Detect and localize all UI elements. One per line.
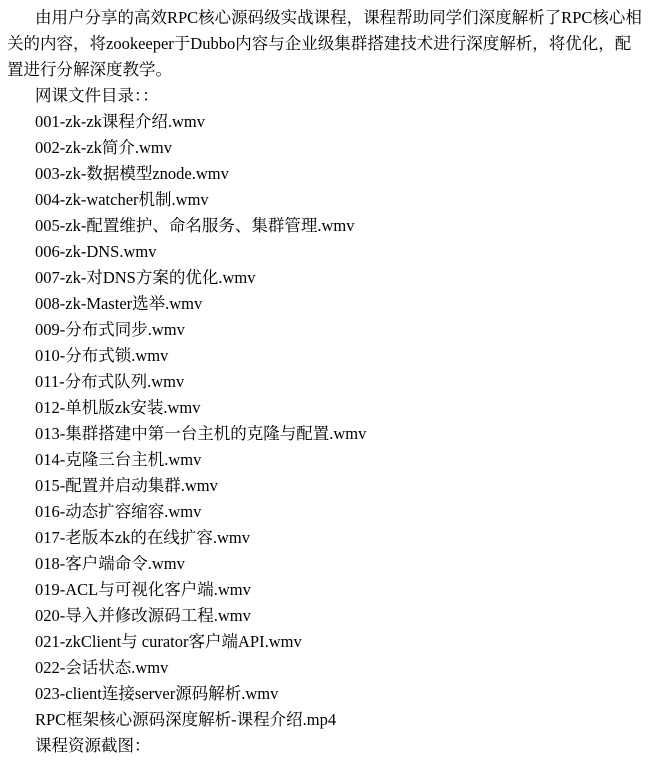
file-list-item: 019-ACL与可视化客户端.wmv — [35, 580, 251, 599]
file-list-item: 006-zk-DNS.wmv — [35, 242, 157, 261]
file-list-item: 013-集群搭建中第一台主机的克隆与配置.wmv — [35, 424, 367, 443]
file-list-item: 008-zk-Master选举.wmv — [35, 294, 203, 313]
file-list-item: 021-zkClient与 curator客户端API.wmv — [35, 632, 302, 651]
file-list-item: 005-zk-配置维护、命名服务、集群管理.wmv — [35, 216, 355, 235]
catalog-heading: 网课文件目录：： — [35, 86, 159, 105]
file-list-item: 018-客户端命令.wmv — [35, 554, 185, 573]
file-list-item: 003-zk-数据模型znode.wmv — [35, 164, 229, 183]
file-list — [7, 109, 646, 733]
file-list-item: 020-导入并修改源码工程.wmv — [35, 606, 251, 625]
intro-paragraph: 由用户分享的高效RPC核心源码级实战课程，课程帮助同学们深度解析了RPC核心相关的内容，将zookeeper于Dubbo内容与企业级集群搭建技术进行深度解析，将优化，配置进行分解深度教学。 — [7, 8, 642, 79]
file-list-item: 004-zk-watcher机制.wmv — [35, 190, 209, 209]
screenshot-label: 课程资源截图： — [35, 736, 151, 755]
file-list-item: 017-老版本zk的在线扩容.wmv — [35, 528, 250, 547]
file-list-item: 015-配置并启动集群.wmv — [35, 476, 218, 495]
file-list-item: 012-单机版zk安装.wmv — [35, 398, 201, 417]
file-list-item: 014-克隆三台主机.wmv — [35, 450, 202, 469]
file-list-item: 007-zk-对DNS方案的优化.wmv — [35, 268, 256, 287]
file-list-item: 001-zk-zk课程介绍.wmv — [35, 112, 206, 131]
file-list-item: 022-会话状态.wmv — [35, 658, 169, 677]
file-list-item: 009-分布式同步.wmv — [35, 320, 185, 339]
file-list-item: RPC框架核心源码深度解析-课程介绍.mp4 — [35, 710, 337, 729]
file-list-item: 002-zk-zk简介.wmv — [35, 138, 173, 157]
file-list-item: 011-分布式队列.wmv — [35, 372, 185, 391]
file-list-item: 023-client连接server源码解析.wmv — [35, 684, 279, 703]
file-list-item: 010-分布式锁.wmv — [35, 346, 169, 365]
file-list-item: 016-动态扩容缩容.wmv — [35, 502, 202, 521]
